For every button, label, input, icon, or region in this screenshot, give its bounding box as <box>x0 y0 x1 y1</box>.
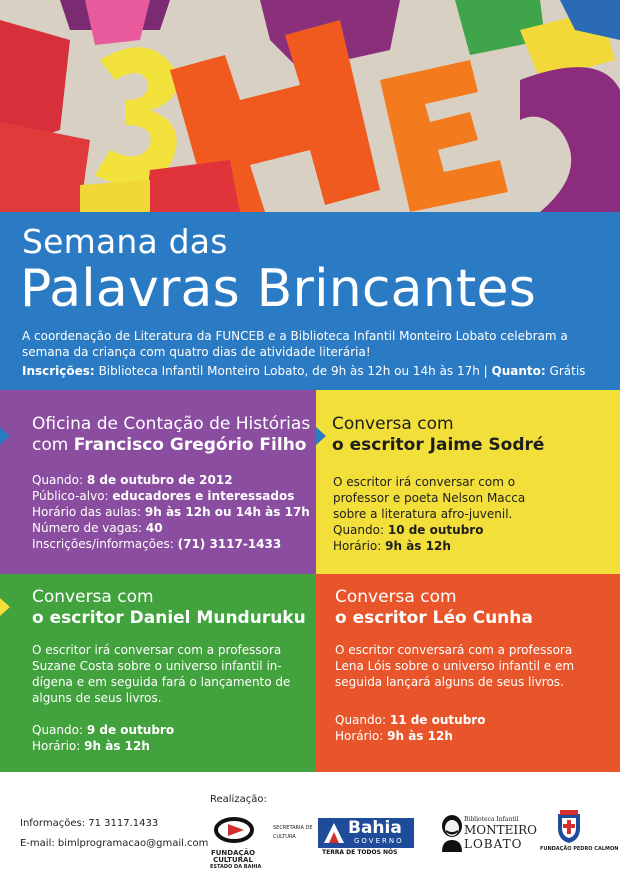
workshop-audience <box>32 488 310 504</box>
realizacao-label: Realização: <box>210 794 267 805</box>
registration-value: Biblioteca Infantil Monteiro Lobato, de 9h às 12h ou 14h às 17h | <box>98 364 488 378</box>
arrow-marker-icon <box>316 598 326 616</box>
funceb-emblem-icon <box>210 816 266 846</box>
panel-jaime-sodre <box>316 390 620 574</box>
secretaria-logo <box>273 824 320 842</box>
biblioteca-line1: Biblioteca Infantil <box>464 816 519 823</box>
secretaria-line2: CULTURA <box>273 834 296 840</box>
arrow-marker-icon <box>0 427 10 445</box>
workshop-info-value: (71) 3117-1433 <box>177 537 282 551</box>
daniel-desc-2: Suzane Costa sobre o universo infantil in- <box>32 659 282 673</box>
daniel-date-label: Quando: <box>32 723 84 737</box>
workshop-info <box>32 536 310 552</box>
footer <box>0 772 620 886</box>
workshop-audience-label: Público-alvo: <box>32 489 109 503</box>
registration-line <box>22 363 612 379</box>
jaime-title-line2: o escritor Jaime Sodré <box>332 435 545 455</box>
jaime-desc-3: sobre a literatura afro-juvenil. <box>333 507 513 521</box>
leo-time <box>335 728 574 744</box>
workshop-title-line2 <box>32 435 310 456</box>
contact-email[interactable]: E-mail: bimlprogramacao@gmail.com <box>20 838 209 849</box>
arrow-marker-icon <box>0 598 10 616</box>
workshop-audience-value: educadores e interessados <box>112 489 295 503</box>
jaime-date-label: Quando: <box>333 523 385 537</box>
jaime-details <box>333 474 525 554</box>
daniel-desc-1: O escritor irá conversar com a professora <box>32 643 282 657</box>
daniel-time-label: Horário: <box>32 739 81 753</box>
funceb-line1: FUNDAÇÃO <box>210 849 256 857</box>
fundacao-pedro-calmon-logo <box>540 810 619 860</box>
workshop-title <box>32 414 310 456</box>
daniel-desc-4: alguns de seus livros. <box>32 691 162 705</box>
jaime-date-value: 10 de outubro <box>387 523 484 537</box>
workshop-date-label: Quando: <box>32 473 84 487</box>
workshop-spots <box>32 520 310 536</box>
jaime-date <box>333 522 525 538</box>
pedro-calmon-crest-icon <box>554 810 584 844</box>
jaime-desc-2: professor e poeta Nelson Macca <box>333 491 526 505</box>
plastic-letters-illustration <box>0 0 620 212</box>
jaime-desc-1: O escritor irá conversar com o <box>333 475 516 489</box>
workshop-title-prefix: com <box>32 435 69 455</box>
jaime-time-label: Horário: <box>333 539 382 553</box>
workshop-details <box>32 472 310 552</box>
leo-date <box>335 712 574 728</box>
funceb-line3: ESTADO DA BAHIA <box>210 864 262 870</box>
workshop-title-line1: Oficina de Contação de Histórias <box>32 414 311 434</box>
jaime-title <box>332 414 544 456</box>
daniel-time-value: 9h às 12h <box>84 739 150 753</box>
jaime-title-line1: Conversa com <box>332 414 454 434</box>
daniel-details <box>32 642 290 754</box>
leo-time-label: Horário: <box>335 729 384 743</box>
leo-date-value: 11 de outubro <box>389 713 486 727</box>
jaime-time <box>333 538 525 554</box>
secretaria-line1: SECRETARIA DE <box>273 825 313 831</box>
leo-title-line2: o escritor Léo Cunha <box>335 608 533 628</box>
panel-daniel-munduruku <box>0 574 316 772</box>
daniel-date <box>32 722 290 738</box>
bahia-slogan: TERRA DE TODOS NÓS <box>322 849 398 856</box>
jaime-time-value: 9h às 12h <box>385 539 451 553</box>
leo-details <box>335 642 574 744</box>
workshop-spots-label: Número de vagas: <box>32 521 143 535</box>
bahia-governo-logo <box>318 818 414 858</box>
daniel-title <box>32 587 306 629</box>
bahia-sub: GOVERNO <box>354 837 404 845</box>
price-value: Grátis <box>549 364 586 378</box>
leo-desc-1: O escritor conversará com a professora <box>335 643 573 657</box>
biblioteca-line3: LOBATO <box>464 837 523 851</box>
biblioteca-line2: MONTEIRO <box>464 823 538 837</box>
workshop-hours-label: Horário das aulas: <box>32 505 142 519</box>
leo-time-value: 9h às 12h <box>387 729 453 743</box>
biblioteca-logo <box>438 814 536 854</box>
leo-desc-2: Lena Lóis sobre o universo infantil e em <box>335 659 575 673</box>
daniel-title-line2: o escritor Daniel Munduruku <box>32 608 306 628</box>
daniel-title-line1: Conversa com <box>32 587 154 607</box>
funceb-line2: CULTURAL <box>213 856 253 864</box>
workshop-date-value: 8 de outubro de 2012 <box>86 473 233 487</box>
workshop-presenter: Francisco Gregório Filho <box>73 435 307 455</box>
contact-phone: Informações: 71 3117.1433 <box>20 818 159 829</box>
registration-label: Inscrições: <box>22 364 95 378</box>
leo-title <box>335 587 533 629</box>
workshop-spots-value: 40 <box>145 521 163 535</box>
panel-workshop <box>0 390 316 574</box>
workshop-hours-value: 9h às 12h ou 14h às 17h <box>144 505 310 519</box>
fpc-name: FUNDAÇÃO PEDRO CALMON <box>540 846 619 852</box>
header-band <box>0 212 620 390</box>
daniel-time <box>32 738 290 754</box>
daniel-date-value: 9 de outubro <box>86 723 175 737</box>
price-label: Quanto: <box>491 364 546 378</box>
leo-title-line1: Conversa com <box>335 587 457 607</box>
title-line-2: Palavras Brincantes <box>20 259 536 319</box>
arrow-marker-icon <box>316 427 326 445</box>
funceb-logo <box>210 816 266 880</box>
workshop-info-label: Inscrições/informações: <box>32 537 174 551</box>
monteiro-lobato-portrait-icon <box>438 814 464 852</box>
leo-desc-3: seguida lançará alguns de seus livros. <box>335 675 564 689</box>
workshop-date <box>32 472 310 488</box>
title-line-1: Semana das <box>22 222 228 261</box>
contact-info <box>20 814 208 854</box>
bahia-name: Bahia <box>348 818 402 838</box>
daniel-desc-3: dígena e em seguida fará o lançamento de <box>32 675 291 689</box>
hero-letters-photo <box>0 0 620 212</box>
intro-text: A coordenação de Literatura da FUNCEB e a Biblioteca Infantil Monteiro Lobato celebram a semana da criança com quatro dias de atividade literária! <box>22 329 568 359</box>
leo-date-label: Quando: <box>335 713 387 727</box>
bahia-triangle-icon <box>322 821 346 845</box>
panel-leo-cunha <box>316 574 620 772</box>
workshop-hours <box>32 504 310 520</box>
